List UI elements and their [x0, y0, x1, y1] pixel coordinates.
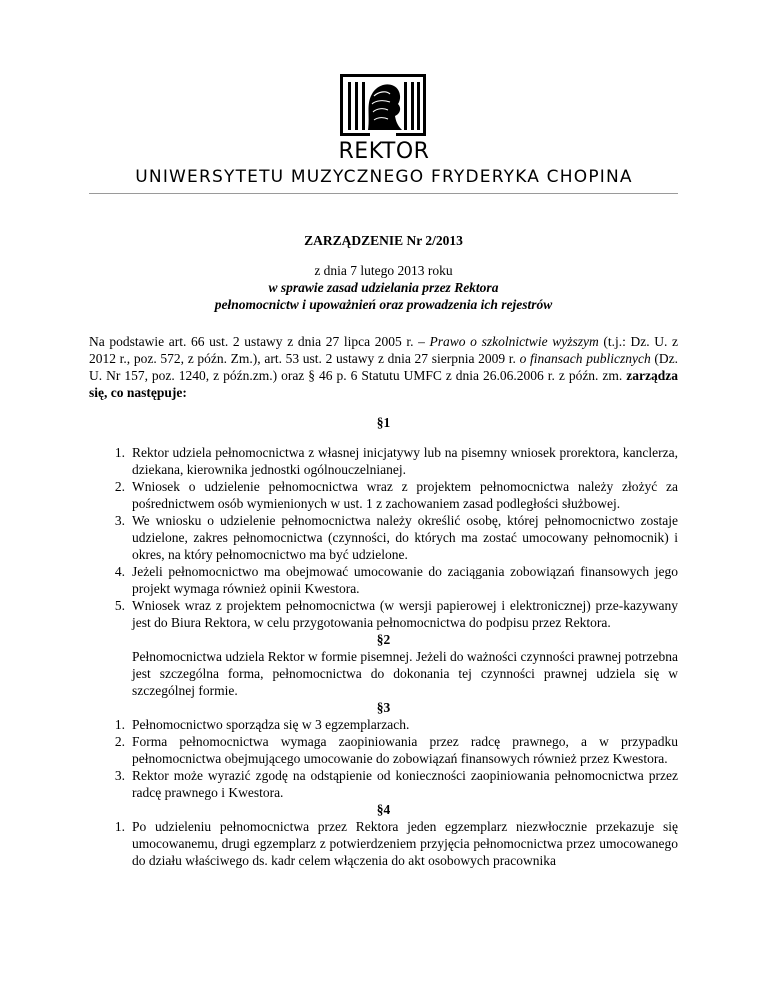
list-item-number: 5.: [114, 598, 125, 613]
list-item-text: Jeżeli pełnomocnictwo ma obejmować umocowanie do zaciągania zobowiązań finansowych jego projekt wymaga również opinii Kwestora.: [132, 564, 678, 596]
list-item-number: 2.: [114, 734, 125, 749]
section-2-paragraph: Pełnomocnictwa udziela Rektor w formie pisemnej. Jeżeli do ważności czynności prawnej potrzebna jest szczególna forma, pełnomocnictwa do dokonania tej czynności prawnej udziela się w szczególnej formie.: [132, 649, 678, 698]
ordinance-date: z dnia 7 lutego 2013 roku: [314, 263, 453, 278]
list-item-number: 3.: [114, 513, 125, 528]
ordinance-subject-line2: pełnomocnictw i upoważnień oraz prowadzenia ich rejestrów: [214, 297, 553, 312]
section-heading-1: §1: [376, 415, 391, 430]
list-item-number: 1.: [114, 445, 125, 460]
list-item-text: Forma pełnomocnictwa wymaga zaopiniowania przez radcę prawnego, a w przypadku pełnomocnictwa obejmującego umocowanie do zobowiązań finansowych również przez Kwestora.: [132, 734, 678, 766]
list-item-text: Wniosek wraz z projektem pełnomocnictwa (w wersji papierowej i elektronicznej) prze-kazywany jest do Biura Rektora, w celu przygotowania pełnomocnictwa do podpisu przez Rektora.: [132, 598, 678, 630]
preamble-act-1: Prawo o szkolnictwie wyższym: [429, 334, 599, 349]
list-item-text: Rektor może wyrazić zgodę na odstąpienie od konieczności zaopiniowania pełnomocnictwa przez radcę prawnego i Kwestora.: [132, 768, 678, 800]
list-item: [89, 716, 678, 733]
list-item: [89, 512, 678, 563]
section-heading-2: §2: [376, 632, 391, 647]
document-body: [89, 333, 678, 869]
list-item: [89, 818, 678, 869]
preamble-text-1: Na podstawie art. 66 ust. 2 ustawy z dnia 27 lipca 2005 r. –: [89, 334, 430, 349]
list-item: [89, 733, 678, 767]
section-3-list: [89, 716, 678, 801]
list-item-number: 4.: [114, 564, 125, 579]
list-item-number: 1.: [114, 717, 125, 732]
list-item-number: 2.: [114, 479, 125, 494]
preamble-text-2: (t.j.: Dz. U. z 2012 r., poz. 572, z późn. Zm.), art. 53 ust. 2 ustawy z dnia 27 sierpnia 2009 r.: [89, 334, 678, 366]
header-divider: [89, 193, 678, 194]
list-item: [89, 478, 678, 512]
section-heading-4: §4: [376, 802, 391, 817]
list-item-text: Rektor udziela pełnomocnictwa z własnej inicjatywy lub na pisemny wniosek prorektora, kanclerza, dziekana, kierownika jednostki ogólnouczelnianej.: [132, 445, 678, 477]
section-4-list: [89, 818, 678, 869]
header-rektor: REKTOR: [338, 139, 430, 164]
list-item-text: Po udzieleniu pełnomocnictwa przez Rektora jeden egzemplarz niezwłocznie przekazuje się umocowanemu, drugi egzemplarz z potwierdzeniem przyjęcia pełnomocnictwa przez umocowanego do działu właściwego ds. kadr celem włączenia do akt osobowych pracownika: [132, 819, 678, 868]
preamble-closing: zarządza się, co następuje:: [89, 368, 678, 400]
list-item-number: 3.: [114, 768, 125, 783]
preamble: [89, 333, 678, 401]
umfc-logo-icon: [340, 74, 426, 136]
ordinance-subject-line1: w sprawie zasad udzielania przez Rektora: [268, 280, 499, 295]
section-heading-3: §3: [376, 700, 391, 715]
section-1-list: [89, 444, 678, 631]
list-item: [89, 563, 678, 597]
preamble-text-3: (Dz. U. Nr 157, poz. 1240, z późn.zm.) oraz § 46 p. 6 Statutu UMFC z dnia 26.06.2006 r. z późn. zm.: [89, 351, 678, 383]
ordinance-number: ZARZĄDZENIE Nr 2/2013: [304, 233, 463, 248]
list-item: [89, 767, 678, 801]
list-item-number: 1.: [114, 819, 125, 834]
list-item-text: We wniosku o udzielenie pełnomocnictwa należy określić osobę, której pełnomocnictwo zostaje udzielone, zakres pełnomocnictwa (czynności, do których ma zostać umocowany pełnomocnik) i okres, na który pełnomocnictwo ma być udzielone.: [132, 513, 678, 562]
header-university: UNIWERSYTETU MUZYCZNEGO FRYDERYKA CHOPINA: [135, 167, 633, 187]
title-block: [89, 232, 678, 313]
preamble-act-2: o finansach publicznych: [519, 351, 651, 366]
list-item: [89, 597, 678, 631]
list-item-text: Wniosek o udzielenie pełnomocnictwa wraz z projektem pełnomocnictwa należy złożyć za pośrednictwem osób wymienionych w ust. 1 z zachowaniem zasad podległości służbowej.: [132, 479, 678, 511]
list-item: [89, 444, 678, 478]
list-item-text: Pełnomocnictwo sporządza się w 3 egzemplarzach.: [132, 717, 410, 732]
